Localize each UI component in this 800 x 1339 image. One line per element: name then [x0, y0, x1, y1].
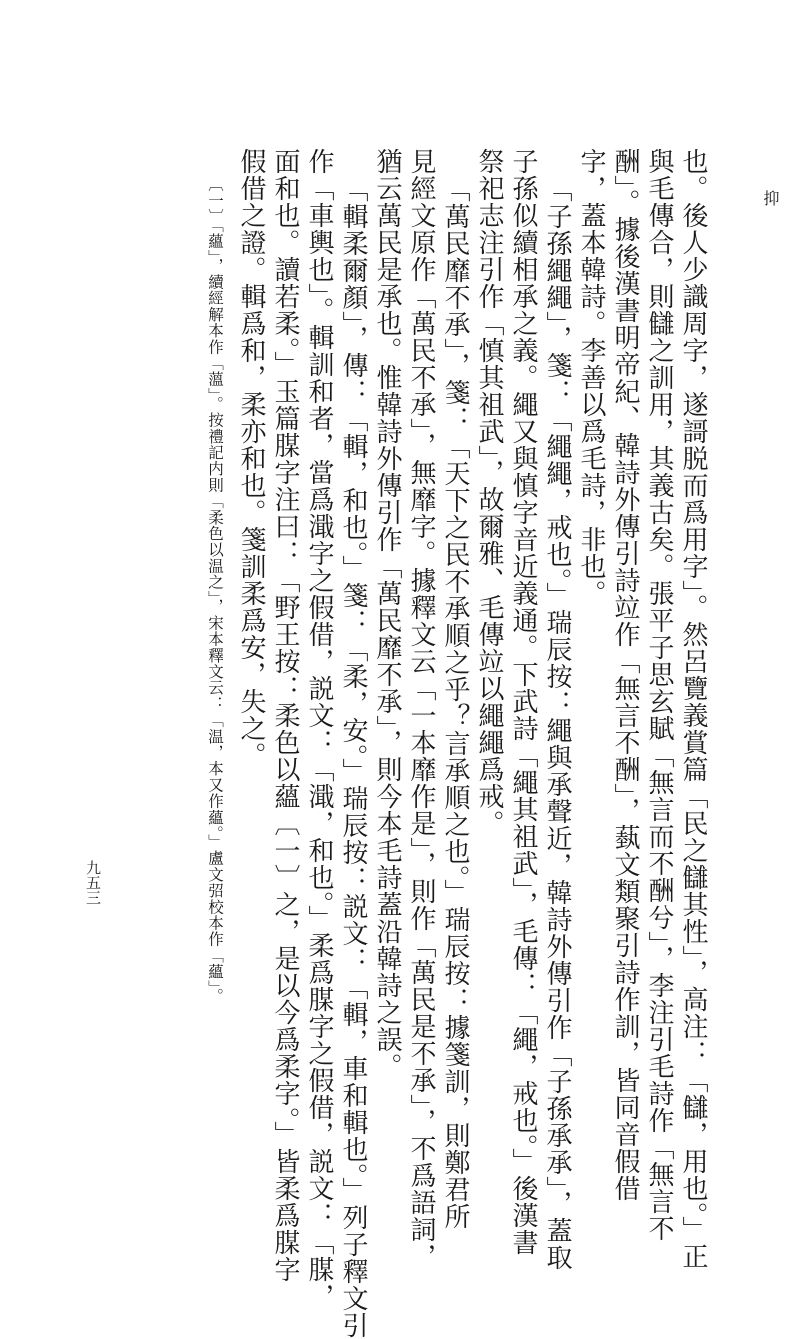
- footnote: 〔一〕「蘊」，續經解本作「薀」。按禮記内則「柔色以温之」，宋本釋文云：「温，本又作蘊。」盧文弨校本作「蘊」。: [206, 176, 224, 1005]
- text-column-8: 「萬民靡不承」，箋：「天下之民不承順之乎？言承順之也。」瑞辰按：據箋訓，則鄭君所: [440, 176, 470, 1230]
- text-column-9: 見經文原作「萬民不承」，無靡字。據釋文云「一本靡作是」，則作「萬民是不承」，不爲語詞，: [406, 148, 436, 1270]
- text-column-1: 也。後人少識周字，遂謌脱而爲用字」。然呂覽義賞篇「民之讎其性」，高注：「讎，用也。」正: [678, 148, 708, 1270]
- text-column-12: 作「車輿也」。輯訓和者，當爲濈字之假借，説文：「濈，和也。」柔爲腜字之假借，説文：「腜，: [304, 148, 334, 1310]
- margin-heading: 抑: [761, 190, 780, 209]
- text-column-7: 祭祀志注引作「慎其祖武」，故爾雅、毛傳竝以繩繩爲戒。: [474, 148, 504, 837]
- text-column-14: 假借之證。輯爲和，柔亦和也。箋訓柔爲安，失之。: [236, 148, 266, 769]
- text-column-3: 酬」。據後漢書明帝紀、韓詩外傳引詩竝作「無言不酬」，蓺文類聚引詩作訓，皆同音假借: [610, 148, 640, 1202]
- text-column-10: 猶云萬民是承也。惟韓詩外傳引作「萬民靡不承」，則今本毛詩蓋沿韓詩之誤。: [372, 148, 402, 1080]
- text-column-2: 與毛傳合，則讎之訓用，其義古矣。張平子思玄賦「無言而不酬兮」，李注引毛詩作「無言不: [644, 148, 674, 1242]
- text-column-4: 字，蓋本韓詩。李善以爲毛詩，非也。: [576, 148, 606, 607]
- text-column-11: 「輯柔爾顏」，傳：「輯，和也。」箋：「柔，安。」瑞辰按：説文：「輯，車和輯也。」列子釋文引: [338, 176, 368, 1339]
- page-number: 九五三: [84, 860, 102, 905]
- text-column-13: 面和也。讀若柔。」玉篇腜字注曰：「野王按：柔色以蘊〔一〕之，是以今爲柔字。」皆柔爲腜字: [270, 148, 300, 1283]
- text-column-6: 子孫似續相承之義。繩又與慎字音近義通。下武詩「繩其祖武」，毛傳：「繩，戒也。」後漢書: [508, 148, 538, 1256]
- text-column-5: 「子孫繩繩」，箋：「繩繩，戒也。」瑞辰按：繩與承聲近，韓詩外傳引作「子孫承承」，蓋取: [542, 176, 572, 1271]
